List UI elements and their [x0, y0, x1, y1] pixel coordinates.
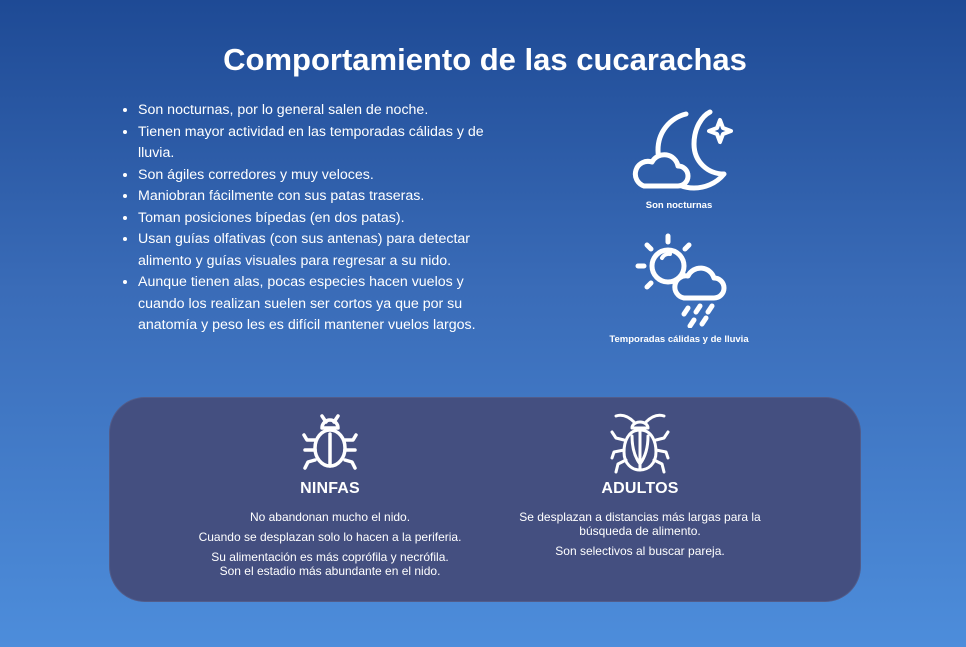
adults-text: Se desplazan a distancias más largas para la [519, 510, 761, 524]
nymphs-text: No abandonan mucho el nido. [249, 510, 411, 524]
life-stages-panel [109, 397, 861, 602]
bug-icon [170, 412, 490, 474]
trait-item: • Son ágiles corredores y muy veloces. [138, 165, 498, 187]
nocturnal-caption: Son nocturnas [645, 200, 713, 211]
trait-item: • Tienen mayor actividad en las temporadas cálidas y de lluvia. [138, 122, 498, 165]
nymphs-text: Son el estadio más abundante en el nido. [219, 564, 441, 578]
nymphs-text: Cuando se desplazan solo lo hacen a la periferia. [198, 530, 462, 544]
trait-item: • Usan guías olfativas (con sus antenas) para detectar alimento y guías visuales para regresar a su nido. [138, 229, 498, 272]
season-caption: Temporadas cálidas y de lluvia [609, 334, 749, 345]
moon-cloud-icon [579, 106, 779, 194]
trait-item: • Son nocturnas, por lo general salen de noche. [138, 100, 498, 122]
nymphs-text: Su alimentación es más coprófila y necrófila. [211, 550, 449, 564]
season-feature [579, 232, 779, 345]
trait-item: • Toman posiciones bípedas (en dos patas). [138, 208, 498, 230]
sun-rain-icon [579, 232, 779, 328]
adults-text: búsqueda de alimento. [579, 524, 701, 538]
adults-title: ADULTOS [601, 480, 679, 497]
adults-text: Son selectivos al buscar pareja. [555, 544, 725, 558]
page-title: Comportamiento de las cucarachas [223, 42, 747, 77]
trait-item: • Maniobran fácilmente con sus patas traseras. [138, 186, 498, 208]
cockroach-icon [480, 412, 800, 474]
traits-list [120, 100, 498, 337]
trait-item: • Aunque tienen alas, pocas especies hacen vuelos y cuando los realizan suelen ser cortos ya que por su anatomía y peso les es difícil mantener vuelos largos. [138, 272, 498, 337]
nymphs-title: NINFAS [300, 480, 360, 497]
nymphs-column [170, 397, 490, 578]
adults-column [480, 397, 800, 558]
nocturnal-feature [579, 106, 779, 211]
